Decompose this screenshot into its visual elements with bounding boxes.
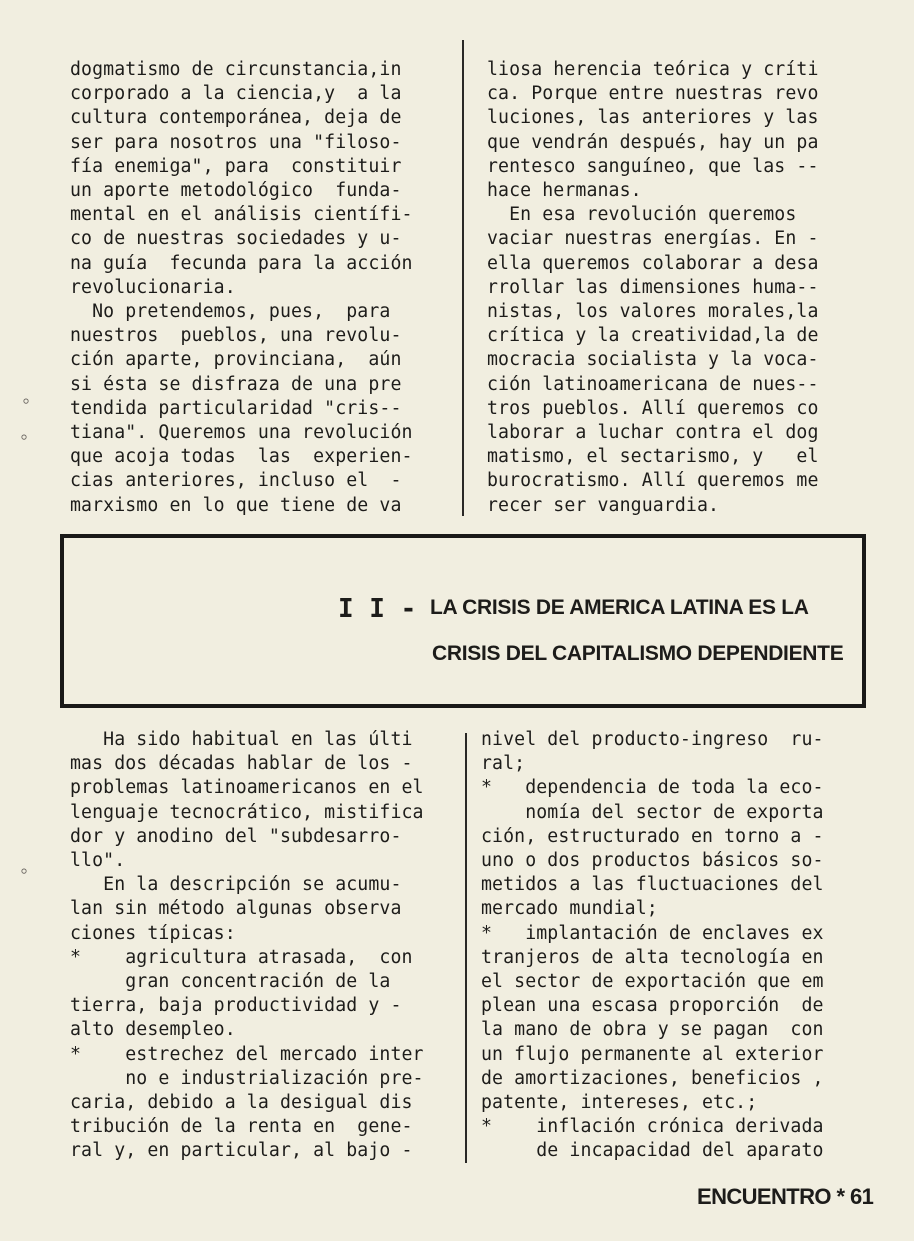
section-heading-box [60, 534, 866, 708]
text-line: recer ser vanguardia. [487, 494, 720, 516]
text-line: ser para nosotros una "filoso- [70, 131, 402, 153]
text-line: ral y, en particular, al bajo - [70, 1140, 413, 1162]
text-line: la mano de obra y se pagan con [481, 1019, 824, 1041]
text-line: nivel del producto-ingreso ru- [481, 729, 824, 750]
page-footer [697, 1184, 873, 1210]
text-line: un aporte metodológico funda- [70, 180, 402, 202]
text-line: co de nuestras sociedades y u- [70, 228, 402, 250]
margin-speck: ⸰ [20, 864, 29, 880]
text-line: si ésta se disfraza de una pre [70, 373, 402, 395]
column-divider-bottom [465, 733, 467, 1163]
text-line: rrollar las dimensiones huma-- [487, 276, 819, 298]
text-line: gran concentración de la [70, 971, 391, 993]
text-line: plean una escasa proporción de [481, 995, 824, 1017]
text-line: tiana". Queremos una revolución [70, 422, 413, 444]
text-line: marxismo en lo que tiene de va [70, 494, 402, 516]
text-line: rentesco sanguíneo, que las -- [487, 155, 819, 177]
text-line: lan sin método algunas observa [70, 898, 402, 920]
text-line: ella queremos colaborar a desa [487, 252, 819, 274]
text-line: * estrechez del mercado inter [70, 1043, 424, 1065]
text-line: En la descripción se acumu- [70, 874, 402, 896]
text-line: burocratismo. Allí queremos me [487, 470, 819, 492]
text-line: que vendrán después, hay un pa [487, 131, 819, 153]
text-line: tranjeros de alta tecnología en [481, 946, 824, 968]
text-line: dogmatismo de circunstancia,in [70, 59, 402, 80]
text-line: ción aparte, provinciana, aún [70, 349, 402, 371]
section-title-line-1: LA CRISIS DE AMERICA LATINA ES LA [430, 596, 809, 619]
column-top-left [70, 58, 450, 518]
column-bottom-right [481, 728, 871, 1164]
footer-separator-star: * [836, 1184, 845, 1209]
text-line: metidos a las fluctuaciones del [481, 874, 824, 896]
column-bottom-left [70, 728, 460, 1164]
text-line: uno o dos productos básicos so- [481, 850, 824, 872]
text-line: mocracia socialista y la voca- [487, 349, 819, 371]
text-line: lenguaje tecnocrático, mistifica [70, 801, 424, 823]
text-line: cultura contemporánea, deja de [70, 107, 402, 129]
text-line: mas dos décadas hablar de los - [70, 753, 413, 775]
text-line: tendida particularidad "cris-- [70, 397, 402, 419]
text-line: de incapacidad del aparato [481, 1140, 824, 1162]
text-line: corporado a la ciencia,y a la [70, 83, 402, 105]
text-line: matismo, el sectarismo, y el [487, 446, 819, 468]
text-line: No pretendemos, pues, para [70, 301, 391, 323]
margin-speck: ⸰ [22, 394, 31, 410]
text-line: tierra, baja productividad y - [70, 995, 402, 1017]
text-line: mental en el análisis científi- [70, 204, 413, 226]
text-line: patente, intereses, etc.; [481, 1092, 758, 1114]
text-line: hace hermanas. [487, 180, 642, 202]
text-line: nistas, los valores morales,la [487, 301, 819, 323]
text-line: un flujo permanente al exterior [481, 1043, 824, 1065]
text-line: laborar a luchar contra el dog [487, 422, 819, 444]
text-line: * implantación de enclaves ex [481, 922, 824, 944]
text-line: de amortizaciones, beneficios , [481, 1067, 824, 1089]
text-line: Ha sido habitual en las últi [70, 729, 413, 750]
text-line: no e industrialización pre- [70, 1067, 424, 1089]
text-line: luciones, las anteriores y las [487, 107, 819, 129]
text-line: nomía del sector de exporta [481, 801, 824, 823]
text-line: ca. Porque entre nuestras revo [487, 83, 819, 105]
text-line: fía enemiga", para constituir [70, 155, 402, 177]
column-divider-top [462, 40, 464, 516]
text-line: que acoja todas las experien- [70, 446, 413, 468]
text-line: * agricultura atrasada, con [70, 946, 413, 968]
magazine-name: ENCUENTRO [697, 1184, 831, 1209]
text-line: ción, estructurado en torno a - [481, 825, 824, 847]
text-line: caria, debido a la desigual dis [70, 1092, 413, 1114]
text-line: cias anteriores, incluso el - [70, 470, 402, 492]
text-line: ciones típicas: [70, 922, 236, 944]
column-top-right [487, 58, 867, 518]
text-line: alto desempleo. [70, 1019, 236, 1041]
text-line: mercado mundial; [481, 898, 658, 920]
text-line: dor y anodino del "subdesarro- [70, 825, 402, 847]
page-number: 61 [849, 1184, 874, 1209]
text-line: nuestros pueblos, una revolu- [70, 325, 402, 347]
margin-speck: ⸰ [20, 430, 29, 446]
text-line: * dependencia de toda la eco- [481, 777, 824, 799]
section-title-line-2: CRISIS DEL CAPITALISMO DEPENDIENTE [432, 642, 844, 665]
text-line: ral; [481, 753, 526, 775]
section-numeral: I I - [338, 594, 417, 624]
text-line: * inflación crónica derivada [481, 1116, 824, 1138]
text-line: ción latinoamericana de nues-- [487, 373, 819, 395]
text-line: tribución de la renta en gene- [70, 1116, 413, 1138]
text-line: el sector de exportación que em [481, 971, 824, 993]
text-line: tros pueblos. Allí queremos co [487, 397, 819, 419]
text-line: En esa revolución queremos [487, 204, 797, 226]
text-line: liosa herencia teórica y críti [487, 59, 819, 80]
text-line: na guía fecunda para la acción [70, 252, 413, 274]
text-line: revolucionaria. [70, 276, 236, 298]
text-line: vaciar nuestras energías. En - [487, 228, 819, 250]
text-line: llo". [70, 850, 126, 872]
text-line: crítica y la creatividad,la de [487, 325, 819, 347]
text-line: problemas latinoamericanos en el [70, 777, 424, 799]
